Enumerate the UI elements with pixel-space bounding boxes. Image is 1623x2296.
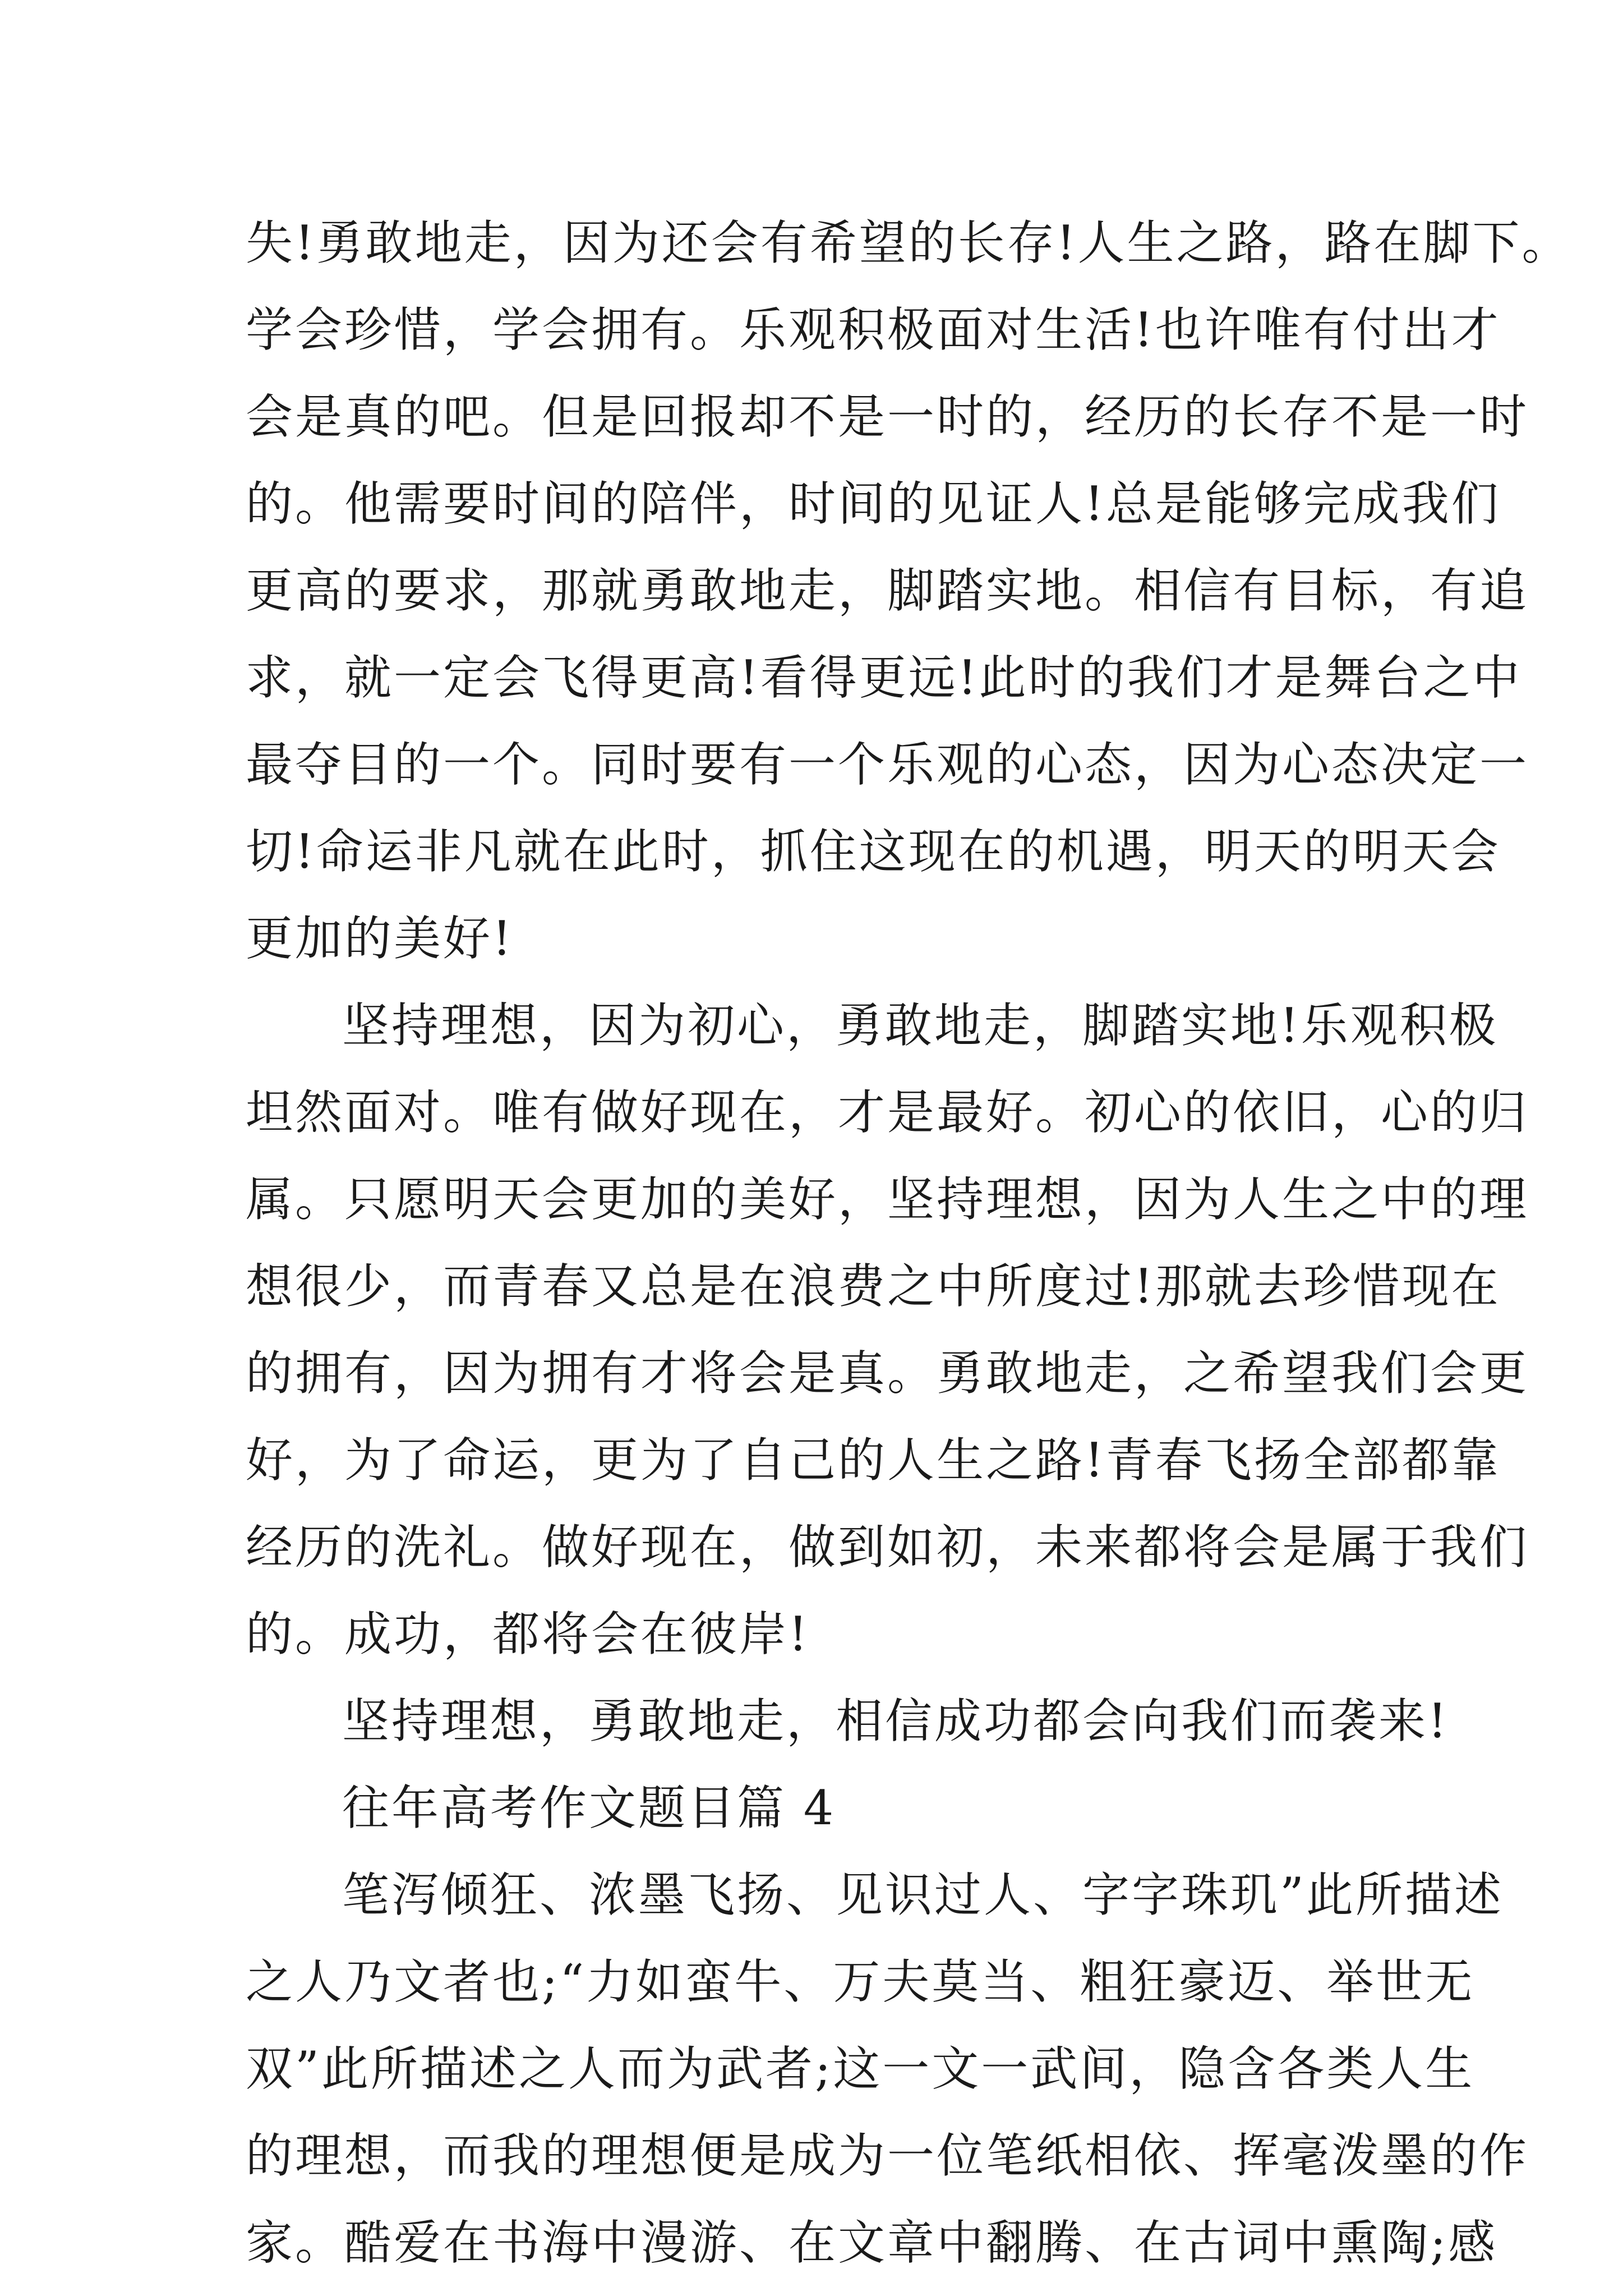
text-line: 坦然面对。唯有做好现在，才是最好。初心的依旧，心的归 xyxy=(246,1085,1529,1140)
paragraph-start-line: 坚持理想，因为初心，勇敢地走，脚踏实地!乐观积极 xyxy=(342,998,1498,1053)
text-line: 双”此所描述之人而为武者;这一文一武间，隐含各类人生 xyxy=(246,2041,1475,2096)
text-line: 更高的要求，那就勇敢地走，脚踏实地。相信有目标，有追 xyxy=(246,563,1529,618)
text-line: 求，就一定会飞得更高!看得更远!此时的我们才是舞台之中 xyxy=(246,650,1522,705)
text-line: 经历的洗礼。做好现在，做到如初，未来都将会是属于我们 xyxy=(246,1520,1529,1575)
text-line: 失!勇敢地走，因为还会有希望的长存!人生之路，路在脚下。 xyxy=(246,215,1571,270)
body-text xyxy=(246,200,1571,2286)
text-line: 的理想，而我的理想便是成为一位笔纸相依、挥毫泼墨的作 xyxy=(246,2128,1529,2183)
text-line: 会是真的吧。但是回报却不是一时的，经历的长存不是一时 xyxy=(246,389,1529,444)
text-line: 的。成功，都将会在彼岸! xyxy=(246,1607,810,1662)
text-line: 之人乃文者也;“力如蛮牛、万夫莫当、粗狂豪迈、举世无 xyxy=(246,1954,1475,2009)
text-line: 最夺目的一个。同时要有一个乐观的心态，因为心态决定一 xyxy=(246,737,1529,792)
text-line: 更加的美好! xyxy=(246,911,514,966)
text-line: 的。他需要时间的陪伴，时间的见证人!总是能够完成我们 xyxy=(246,476,1501,531)
text-line: 的拥有，因为拥有才将会是真。勇敢地走，之希望我们会更 xyxy=(246,1346,1529,1401)
text-line: 切!命运非凡就在此时，抓住这现在的机遇，明天的明天会 xyxy=(246,824,1501,879)
paragraph-start-line: 笔泻倾狂、浓墨飞扬、见识过人、字字珠玑”此所描述 xyxy=(342,1867,1504,1922)
text-line: 属。只愿明天会更加的美好，坚持理想，因为人生之中的理 xyxy=(246,1172,1529,1227)
text-line: 好，为了命运，更为了自己的人生之路!青春飞扬全部都靠 xyxy=(246,1433,1501,1488)
paragraph-start-line: 坚持理想，勇敢地走，相信成功都会向我们而袭来! xyxy=(342,1694,1449,1749)
text-line: 学会珍惜，学会拥有。乐观积极面对生活!也许唯有付出才 xyxy=(246,302,1501,357)
text-line: 家。酷爱在书海中漫游、在文章中翻腾、在古词中熏陶;感 xyxy=(246,2215,1498,2270)
section-heading: 往年高考作文题目篇 4 xyxy=(342,1780,836,1835)
text-line: 想很少，而青春又总是在浪费之中所度过!那就去珍惜现在 xyxy=(246,1259,1501,1314)
